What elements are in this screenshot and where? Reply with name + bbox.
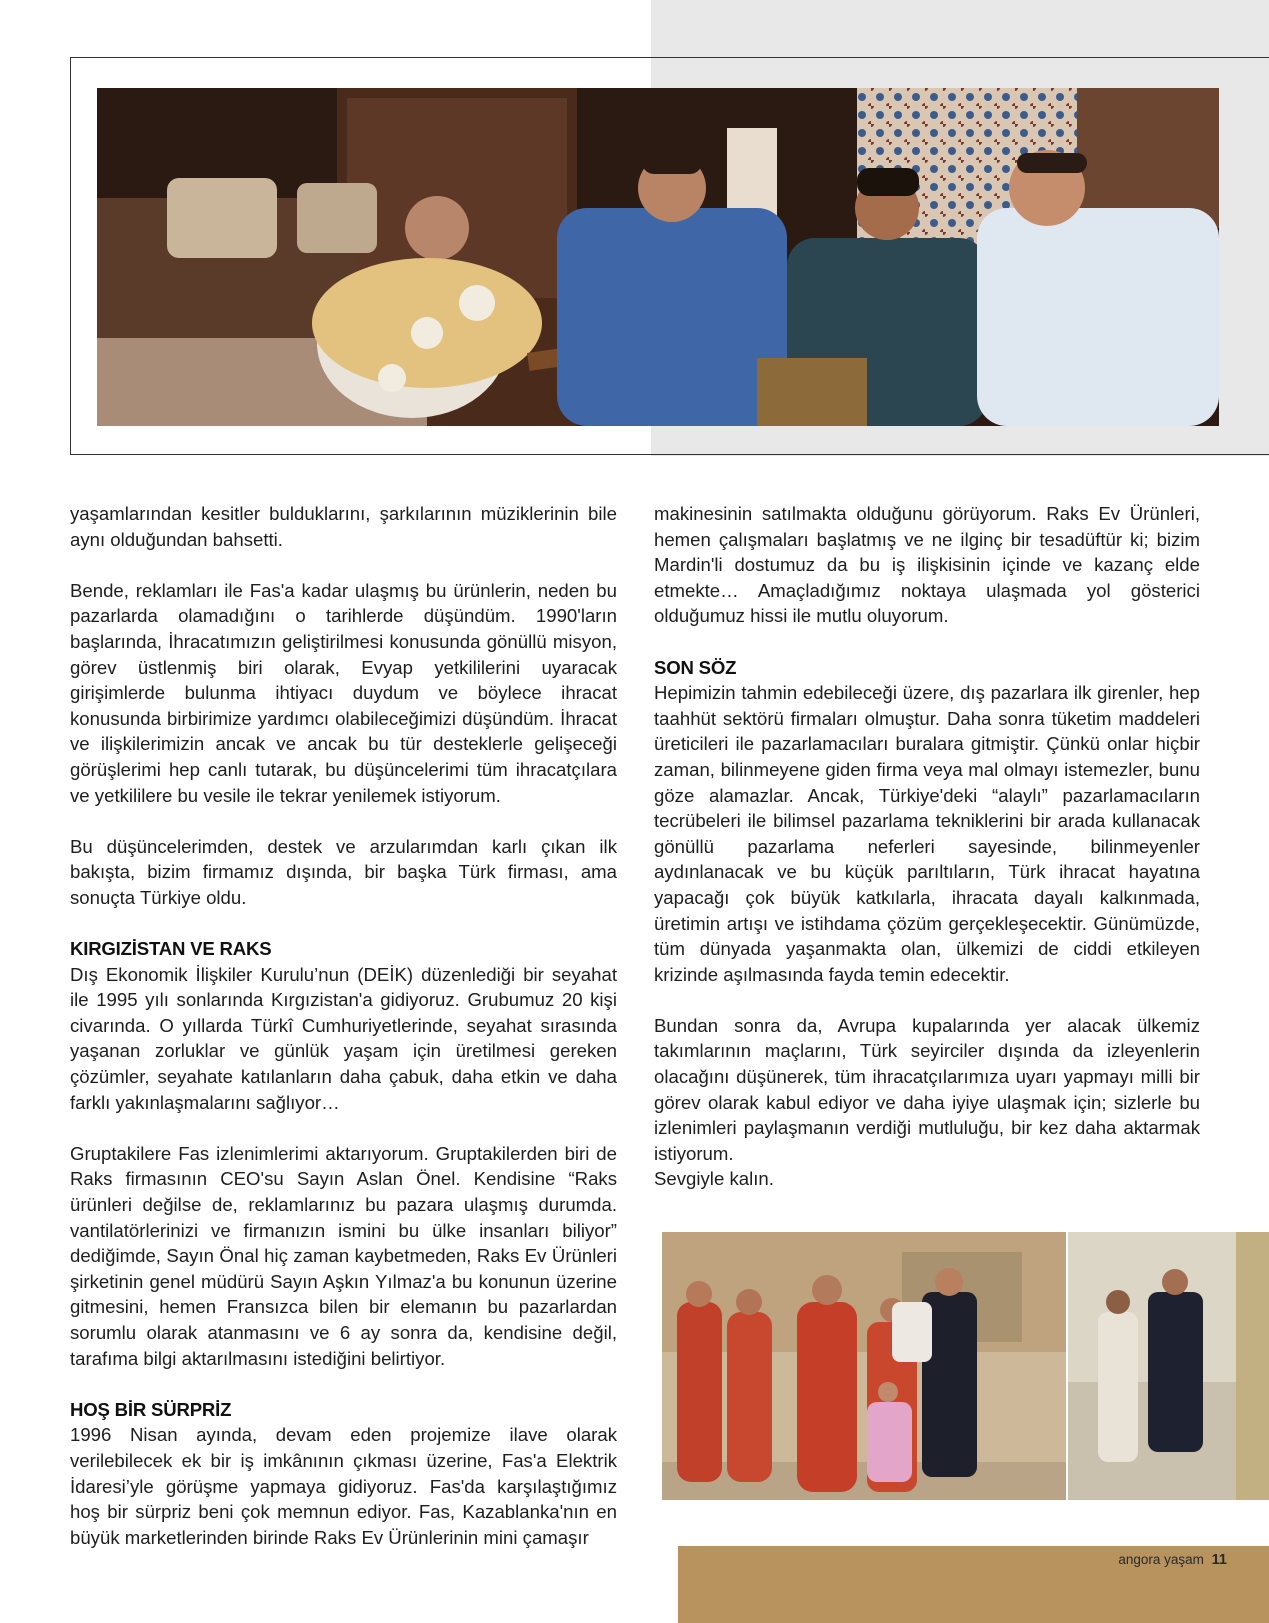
left-paragraph-3: Bu düşüncelerimden, destek ve arzularımdan karlı çıkan ilk bakışta, bizim firmamız dışında, bir başka Türk firması, ama sonuçta Türkiye oldu.: [70, 835, 617, 908]
group-photo-red-dresses: [662, 1232, 1066, 1500]
right-paragraph-4: Sevgiyle kalın.: [654, 1168, 774, 1190]
group-photo-red-dresses-illustration: [662, 1232, 1066, 1500]
two-men-photo: [1068, 1232, 1236, 1500]
page-folio: [1118, 1552, 1227, 1568]
right-text-column: [654, 501, 1200, 1192]
page-number: 11: [1211, 1552, 1227, 1568]
group-photo-oud: [97, 88, 1219, 426]
right-paragraph-3: Bundan sonra da, Avrupa kupalarında yer alacak ülkemiz takımlarının maçlarını, Türk seyirciler dışında da izleyenlerin olacağını düşünerek, tüm ihracatçılarımıza uyarı yapmayı milli bir görev olarak kabul ediyor ve daha iyiye ulaşmak için; sizlerle bu izlenimleri paylaşmanın verdiği mutluluğu, bir kez daha aktarmak istiyorum.: [654, 1014, 1200, 1164]
two-men-photo-illustration: [1068, 1232, 1236, 1500]
heading-kirgizistan: KIRGIZİSTAN VE RAKS: [70, 938, 272, 960]
heading-surpriz: HOŞ BİR SÜRPRİZ: [70, 1398, 232, 1420]
magazine-name: angora yaşam: [1118, 1552, 1204, 1567]
right-paragraph-1: makinesinin satılmakta olduğunu görüyorum. Raks Ev Ürünleri, hemen çalışmaları başlatmış ve ne ilginç bir tesadüftür ki; bizim Mardin'li dostumuz da bu iş ilişkisinin içinde ve kazanç elde etmekte… Amaçladığımız noktaya ulaşmada yol gösterici olduğumuz hissi ile mutlu oluyorum.: [654, 503, 1200, 627]
left-paragraph-5: Gruptakilere Fas izlenimlerimi aktarıyorum. Gruptakilerden biri de Raks firmasının CEO'su Sayın Aslan Önel. Kendisine “Raks ürünleri değilse de, reklamlarınız bu pazara ulaşmış durumda. vantilatörlerinizi ve firmanızın ismini bu ülke insanları biliyor” dediğimde, Sayın Önal hiç zaman kaybetmeden, Raks Ev Ürünleri şirketinin genel müdürü Sayın Aşkın Yılmaz'a bu konunun üzerine gitmesini, hemen Fransızca bilen bir elemanın bu pazarlardan sorumlu olarak atanmasını ve 6 ay sonra da, kendisine değil, tarafıma bilgi aktarılmasını istediğini belirtiyor.: [70, 1142, 617, 1369]
heading-son-soz: SON SÖZ: [654, 656, 737, 678]
right-paragraph-2: Hepimizin tahmin edebileceği üzere, dış pazarlara ilk girenler, hep taahhüt sektörü firmaları olmuştur. Daha sonra tüketim maddeleri üreticileri ile pazarlamacıları buralara gitmiştir. Çünkü onlar hiçbir zaman, bilinmeyene giden firma veya mal olmayı istemezler, bunu göze alamazlar. Ancak, Türkiye'deki “alaylı” pazarlamacıların tecrübeleri ile bilimsel pazarlama tekniklerini bir arada kullanacak gönüllü pazarlama neferleri sayesinde, bilinmeyenler aydınlanacak ve bu küçük parıltıların, Türk ihracat hayatına yapacağı çok büyük katkılarla, ihracata dayalı kalkınmada, üretimin artışı ve istihdama çözüm gerçekleşecektir. Günümüzde, tüm dünyada yaşanmakta olan, ülkemizi de ciddi etkileyen krizinde aşılmasında fayda temin edecektir.: [654, 682, 1200, 985]
left-paragraph-1: yaşamlarından kesitler bulduklarını, şarkılarının müziklerinin bile aynı olduğundan bahsetti.: [70, 503, 617, 550]
tan-side-strip: [1236, 1232, 1269, 1500]
left-paragraph-6: 1996 Nisan ayında, devam eden projemize ilave olarak verilebilecek ek bir iş imkânının çıkması üzerine, Fas'a Elektrik İdaresi’yle görüşme yapmaya gidiyoruz. Fas'da karşılaştığımız hoş bir sürpriz beni çok memnun ediyor. Fas, Kazablanka'nın en büyük marketlerinden birinde Raks Ev Ürünlerinin mini çamaşır: [70, 1424, 617, 1548]
left-paragraph-2: Bende, reklamları ile Fas'a kadar ulaşmış bu ürünlerin, neden bu pazarlarda olamadığını o tarihlerde düşündüm. 1990'ların başlarında, İhracatımızın geliştirilmesi konusunda gönüllü misyon, görev üstlenmiş biri olarak, Evyap yetkililerini uyaracak girişimlerde bulunma ihtiyacı duydum ve böylece ihracat konusunda birbirimize yardımcı olabileceğimizi düşündüm. İhracat ve ilişkilerimizin ancak ve ancak bu tür desteklerle gelişeceği görüşlerimi hep canlı tutarak, bu düşüncelerimi tüm ihracatçılara ve yetkililere bu vesile ile tekrar yenilemek istiyorum.: [70, 579, 617, 806]
left-paragraph-4: Dış Ekonomik İlişkiler Kurulu’nun (DEİK) düzenlediği bir seyahat ile 1995 yılı sonlarında Kırgızistan'a gidiyoruz. Grubumuz 20 kişi civarında. O yıllarda Türkî Cumhuriyetlerinde, seyahat sırasında yaşanan zorluklar ve günlük yaşam için üretilmesi gereken çözümler, seyahate katılanların daha çabuk, daha etkin ve daha farklı yakınlaşmalarını sağlıyor…: [70, 963, 617, 1113]
left-text-column: [70, 501, 617, 1550]
group-photo-oud-illustration: [97, 88, 1219, 426]
